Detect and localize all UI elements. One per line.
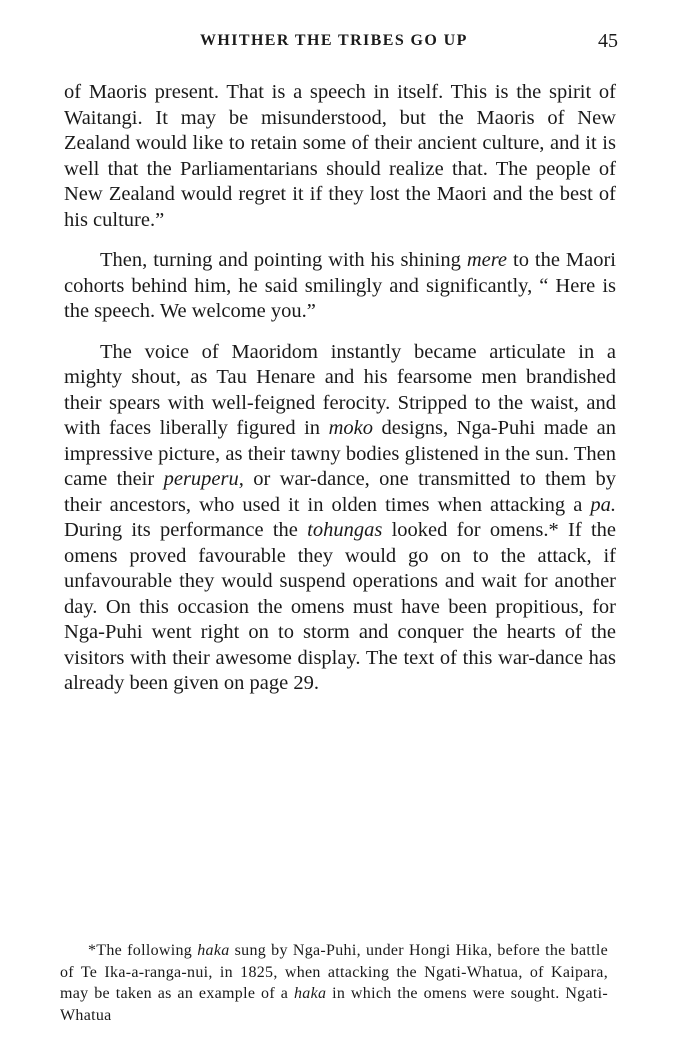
italic-term: haka (293, 985, 327, 1002)
italic-term: tohungas (307, 519, 383, 541)
page-number: 45 (598, 30, 618, 52)
italic-term: haka (197, 942, 230, 959)
text-run: During its performance the (64, 519, 308, 541)
paragraph-2 (64, 248, 616, 325)
italic-term: pa. (590, 493, 616, 516)
text-run: sung by Nga-Puhi, under Hongi Hika, before the battle of Te Ika-a-ranga-nui, in 1825, when attacking the Ngati-Whatua, of Kaipara, may be taken as an example of a (60, 942, 609, 1002)
italic-term: peruperu, (163, 468, 244, 490)
text-run: *The following (88, 942, 198, 959)
text-run: designs, Nga-Puhi made an impressive picture, as their tawny bodies glistened in the sun. Then came their (64, 417, 616, 490)
text-run: in which the omens were sought. Ngati-Whatua (60, 985, 608, 1024)
text-run: looked for omens.* If the omens proved favourable they would go on to the attack, if unfavourable they would suspend operations and wait for another day. On this occasion the omens must have been propitious, for Nga-Puhi went right on to storm and conquer the hearts of the visitors with their awesome display. The text of this war-dance has already been given on page 29. (64, 519, 616, 694)
text-run: or war-dance, one transmitted to them by their ancestors, who used it in olden times when attacking a (64, 468, 616, 516)
running-title: WHITHER THE TRIBES GO UP (200, 32, 468, 49)
text-run: The voice of Maoridom instantly became articulate in a mighty shout, as Tau Henare and his fearsome men brandished their spears with well-feigned ferocity. Stripped to the waist, and with faces liberally figured in (64, 340, 616, 439)
paragraph-1 (64, 80, 616, 233)
footnote-text (60, 940, 608, 1026)
text-run: to the Maori cohorts behind him, he said smilingly and significantly, “ Here is the speech. We welcome you.” (64, 249, 616, 322)
italic-term: moko (328, 417, 373, 439)
footnote (60, 940, 608, 1026)
italic-term: mere (466, 249, 508, 271)
body-text (64, 80, 616, 712)
text-run: of Maoris present. That is a speech in itself. This is the spirit of Waitangi. It may be misunderstood, but the Maoris of New Zealand would like to retain some of their ancient culture, and it is well that the Parliamentarians should realize that. The people of New Zealand would regret it if they lost the Maori and the best of his culture.” (64, 81, 616, 231)
text-run: Then, turning and pointing with his shining (100, 249, 467, 271)
page-header (60, 28, 620, 58)
paragraph-3 (64, 340, 616, 697)
